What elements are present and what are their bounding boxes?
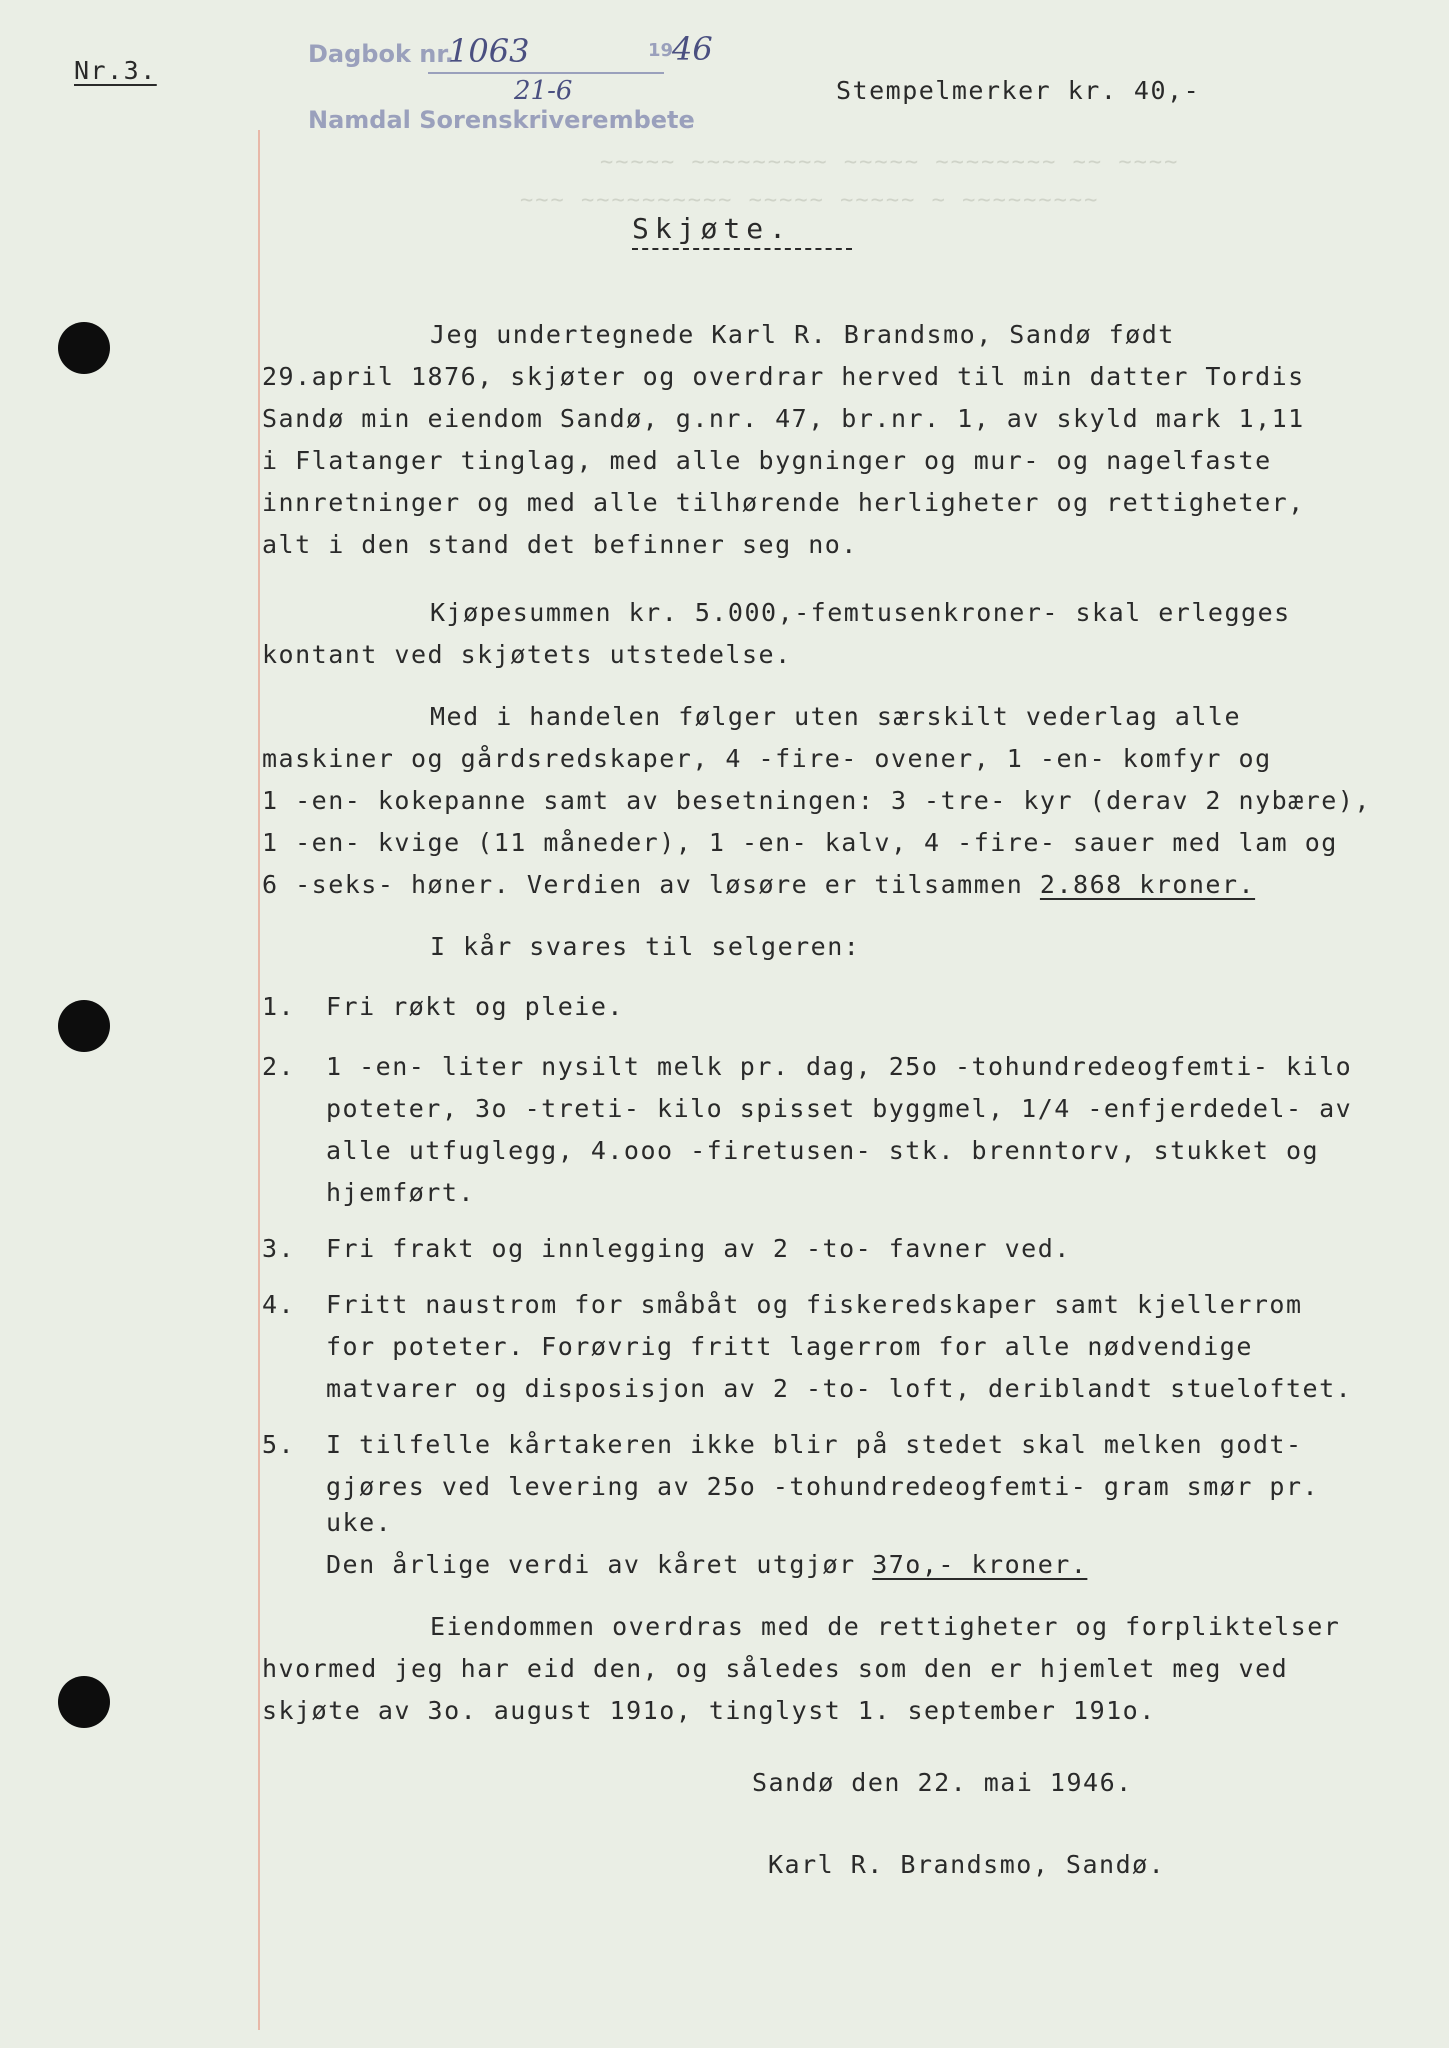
item-text: Fritt naustrom for småbåt og fiskeredskaper samt kjellerrom <box>326 1290 1303 1319</box>
text-line: hvormed jeg har eid den, og således som den er hjemlet meg ved <box>262 1654 1289 1683</box>
item-text: Fri frakt og innlegging av 2 -to- favner ved. <box>326 1234 1071 1263</box>
item-number: 5. <box>262 1430 296 1459</box>
text-fragment: Den årlige verdi av kåret utgjør <box>326 1550 873 1579</box>
text-line: kontant ved skjøtets utstedelse. <box>262 640 792 669</box>
item-text: matvarer og disposisjon av 2 -to- loft, deriblandt stueloftet. <box>326 1374 1353 1403</box>
text-line: Kjøpesummen kr. 5.000,-femtusenkroner- skal erlegges <box>430 598 1291 627</box>
stamp-year: 46 <box>672 30 713 68</box>
punch-hole <box>58 1676 110 1728</box>
item-number: 3. <box>262 1234 296 1263</box>
text-line: alt i den stand det befinner seg no. <box>262 530 858 559</box>
item-text: hjemført. <box>326 1178 475 1207</box>
bleed-through: ~~~ ~~~~~~~~~~ ~~~~~ ~~~~~ ~ ~~~~~~~~~ <box>520 188 1100 213</box>
text-line: innretninger og med alle tilhørende herligheter og rettigheter, <box>262 488 1305 517</box>
text-line: maskiner og gårdsredskaper, 4 -fire- ovener, 1 -en- komfyr og <box>262 744 1272 773</box>
item-text: Fri røkt og pleie. <box>326 992 624 1021</box>
lososre-value: 2.868 kroner. <box>1039 870 1256 899</box>
item-number: 1. <box>262 992 296 1021</box>
kaar-value: 37o,- kroner. <box>872 1550 1088 1579</box>
title-underline <box>632 248 852 250</box>
kaar-intro: I kår svares til selgeren: <box>430 932 861 961</box>
margin-line <box>258 130 260 2030</box>
text-line <box>262 868 1255 902</box>
item-text: 1 -en- liter nysilt melk pr. dag, 25o -tohundredeogfemti- kilo <box>326 1052 1353 1081</box>
stamp-date: 21-6 <box>514 76 573 106</box>
item-text: I tilfelle kårtakeren ikke blir på stedet skal melken godt- <box>326 1430 1303 1459</box>
place-date: Sandø den 22. mai 1946. <box>752 1768 1133 1797</box>
page-title: Skjøte. <box>632 212 793 245</box>
registry-stamp-label: Dagbok nr. <box>308 40 454 68</box>
text-line: skjøte av 3o. august 191o, tinglyst 1. september 191o. <box>262 1696 1156 1725</box>
signature: Karl R. Brandsmo, Sandø. <box>768 1850 1166 1879</box>
stamp-rule <box>428 72 664 74</box>
registry-office-stamp: Namdal Sorenskriverembete <box>308 106 695 134</box>
item-text: poteter, 3o -treti- kilo spisset byggmel, 1/4 -enfjerdedel- av <box>326 1094 1353 1123</box>
item-text: for poteter. Forøvrig fritt lagerrom for alle nødvendige <box>326 1332 1253 1361</box>
kaar-value-line <box>326 1548 1087 1582</box>
text-line: Sandø min eiendom Sandø, g.nr. 47, br.nr. 1, av skyld mark 1,11 <box>262 404 1305 433</box>
punch-hole <box>58 1000 110 1052</box>
text-line: 29.april 1876, skjøter og overdrar herved til min datter Tordis <box>262 362 1305 391</box>
item-text: gjøres ved levering av 25o -tohundredeogfemti- gram smør pr. <box>326 1472 1320 1501</box>
item-text: alle utfuglegg, 4.ooo -firetusen- stk. brenntorv, stukket og <box>326 1136 1320 1165</box>
punch-hole <box>58 322 110 374</box>
diary-number: 1063 <box>448 32 530 70</box>
text-line: 1 -en- kvige (11 måneder), 1 -en- kalv, 4 -fire- sauer med lam og <box>262 828 1338 857</box>
text-line: i Flatanger tinglag, med alle bygninger og mur- og nagelfaste <box>262 446 1272 475</box>
stamp-fee: Stempelmerker kr. 40,- <box>836 76 1201 105</box>
text-fragment: 6 -seks- høner. Verdien av løsøre er tilsammen <box>262 870 1040 899</box>
text-line: Jeg undertegnede Karl R. Brandsmo, Sandø født <box>430 320 1175 349</box>
bleed-through: ~~~~~ ~~~~~~~~~ ~~~~~ ~~~~~~~~ ~~ ~~~~ <box>600 150 1180 175</box>
item-number: 4. <box>262 1290 296 1319</box>
item-text: uke. <box>326 1508 393 1537</box>
text-line: Eiendommen overdras med de rettigheter og forpliktelser <box>430 1612 1341 1641</box>
text-line: 1 -en- kokepanne samt av besetningen: 3 -tre- kyr (derav 2 nybære), <box>262 786 1371 815</box>
item-number: 2. <box>262 1052 296 1081</box>
stamp-year-prefix: 19 <box>648 40 674 61</box>
document-number: Nr.3. <box>74 56 157 85</box>
text-line: Med i handelen følger uten særskilt vederlag alle <box>430 702 1242 731</box>
